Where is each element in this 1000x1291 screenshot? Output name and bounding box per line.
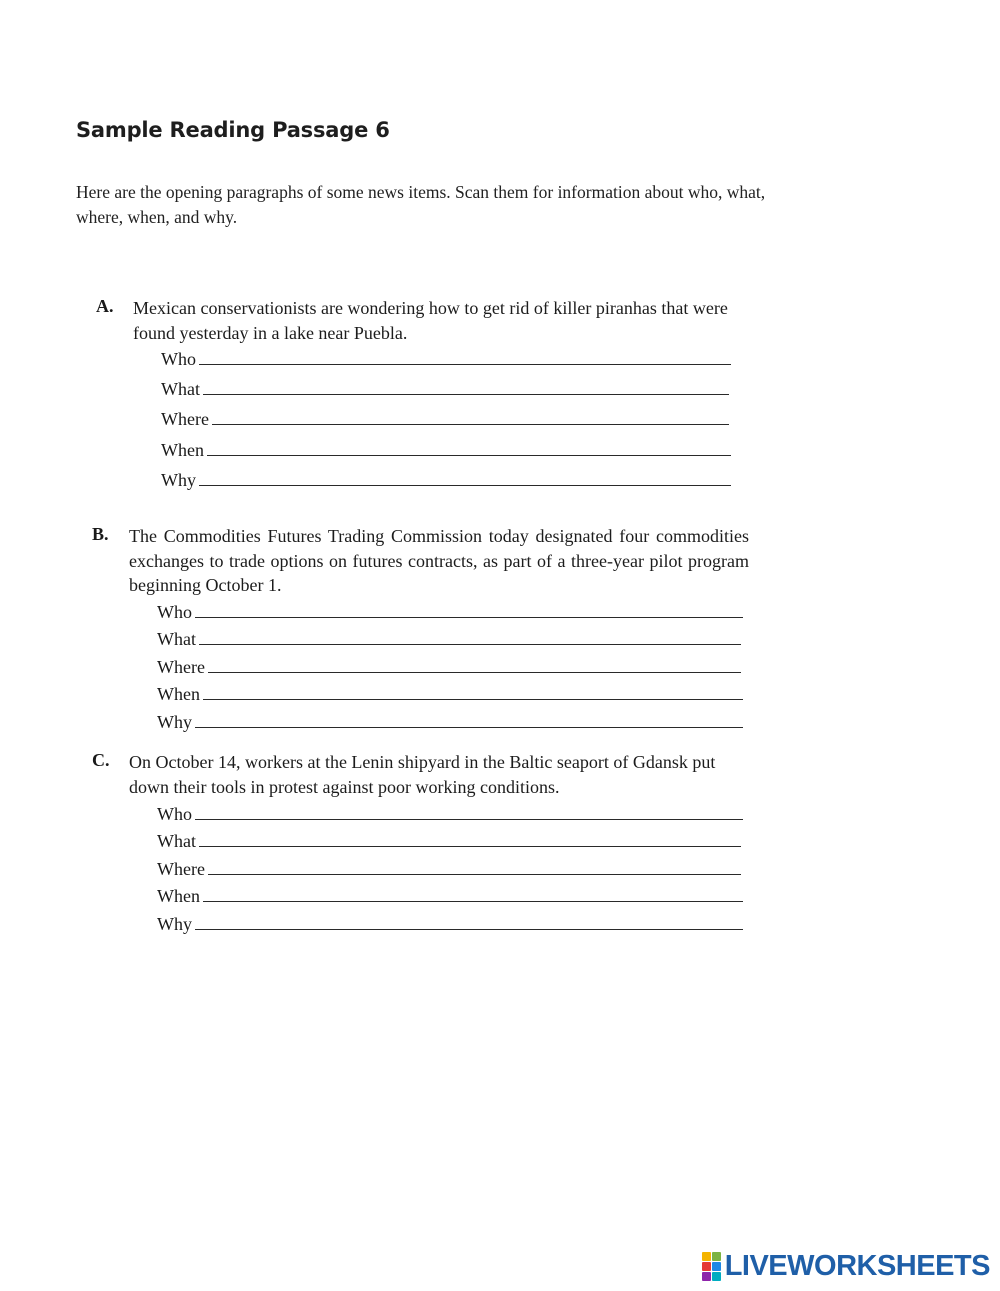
- item-a-what-input[interactable]: [203, 393, 729, 395]
- item-b-who-field: [157, 599, 743, 623]
- item-a-where-field: [161, 406, 729, 430]
- logo-square: [702, 1252, 711, 1261]
- item-c-where-field: [157, 856, 741, 880]
- item-text: The Commodities Futures Trading Commission today designated four commodities exchanges to trade options on futures contracts, as part of a three-year pilot program beginning October 1.: [129, 526, 749, 595]
- item-b-when-input[interactable]: [203, 698, 743, 700]
- page-title: Sample Reading Passage 6: [76, 118, 390, 142]
- item-a-who-field: [161, 346, 731, 370]
- item-b-what-input[interactable]: [199, 643, 741, 645]
- item-letter: C.: [92, 750, 110, 770]
- item-b-what-field: [157, 626, 741, 650]
- item-text: On October 14, workers at the Lenin shipyard in the Baltic seaport of Gdansk put down their tools in protest against poor working conditions.: [129, 752, 716, 797]
- field-label: Where: [157, 859, 205, 879]
- field-label: Why: [157, 712, 192, 732]
- item-c-who-field: [157, 801, 743, 825]
- field-label: Who: [157, 602, 192, 622]
- item-c-who-input[interactable]: [195, 818, 743, 820]
- item-text: Mexican conservationists are wondering how to get rid of killer piranhas that were found yesterday in a lake near Puebla.: [133, 298, 728, 343]
- item-a-who-input[interactable]: [199, 363, 731, 365]
- field-label: When: [157, 886, 200, 906]
- item-b-who-input[interactable]: [195, 616, 743, 618]
- item-b-where-input[interactable]: [208, 671, 741, 673]
- item-c-what-input[interactable]: [199, 845, 741, 847]
- item-a-when-input[interactable]: [207, 454, 731, 456]
- logo-square: [712, 1262, 721, 1271]
- logo-square: [702, 1272, 711, 1281]
- item-c-why-field: [157, 911, 743, 935]
- item-c-when-input[interactable]: [203, 900, 743, 902]
- logo-square: [712, 1272, 721, 1281]
- field-label: Where: [157, 657, 205, 677]
- field-label: Why: [161, 470, 196, 490]
- item-letter: B.: [92, 524, 109, 544]
- field-label: Why: [157, 914, 192, 934]
- field-label: What: [157, 629, 196, 649]
- item-b-why-input[interactable]: [195, 726, 743, 728]
- item-a-why-field: [161, 467, 731, 491]
- item-letter: A.: [96, 296, 114, 316]
- logo-square: [702, 1262, 711, 1271]
- logo-square: [712, 1252, 721, 1261]
- item-b-when-field: [157, 681, 743, 705]
- item-a-what-field: [161, 376, 729, 400]
- field-label: What: [161, 379, 200, 399]
- field-label: Where: [161, 409, 209, 429]
- item-a-when-field: [161, 437, 731, 461]
- item-c-what-field: [157, 828, 741, 852]
- field-label: When: [157, 684, 200, 704]
- field-label: What: [157, 831, 196, 851]
- field-label: When: [161, 440, 204, 460]
- item-c-when-field: [157, 883, 743, 907]
- item-c-why-input[interactable]: [195, 928, 743, 930]
- liveworksheets-logo: [702, 1250, 990, 1283]
- instructions: Here are the opening paragraphs of some news items. Scan them for information about who, what, where, when, and why.: [76, 182, 766, 227]
- item-c-where-input[interactable]: [208, 873, 741, 875]
- item-b-why-field: [157, 709, 743, 733]
- field-label: Who: [157, 804, 192, 824]
- logo-mark-icon: [702, 1252, 721, 1281]
- field-label: Who: [161, 349, 196, 369]
- item-a-why-input[interactable]: [199, 484, 731, 486]
- item-b-where-field: [157, 654, 741, 678]
- item-a-where-input[interactable]: [212, 423, 729, 425]
- logo-text: LIVEWORKSHEETS: [724, 1250, 990, 1282]
